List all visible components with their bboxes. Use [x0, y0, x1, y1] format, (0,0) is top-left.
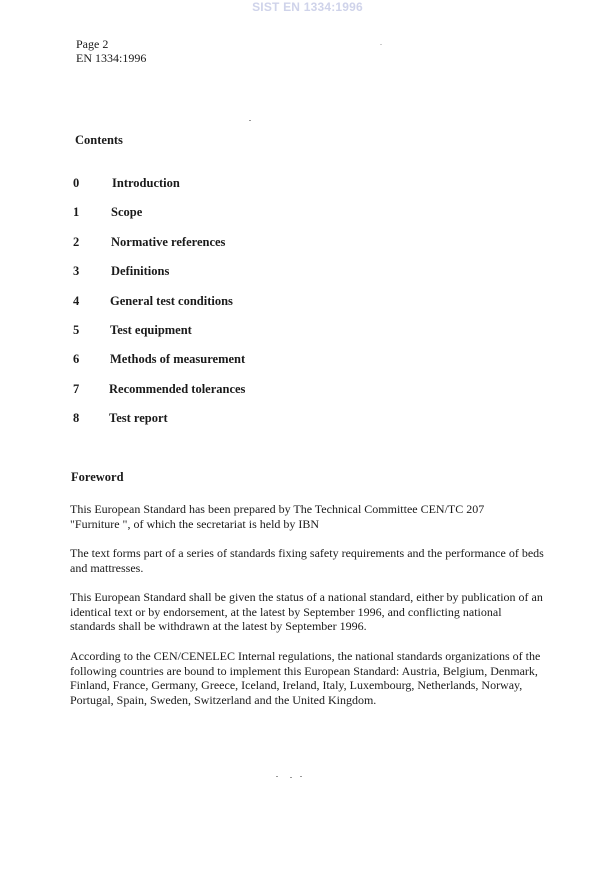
toc-item-number: 6: [73, 352, 80, 367]
contents-heading: Contents: [75, 133, 123, 147]
toc-item-label: General test conditions: [110, 293, 233, 308]
toc-item-number: 0: [73, 176, 80, 190]
toc-item: [73, 235, 373, 264]
toc-item-label: Test report: [109, 411, 168, 426]
toc-item-label: Recommended tolerances: [109, 381, 246, 396]
foreword-heading: Foreword: [71, 470, 124, 484]
toc-item-label: Test equipment: [110, 322, 192, 337]
scan-speck: [290, 777, 292, 778]
toc-item-number: 8: [73, 411, 80, 426]
foreword-paragraph: According to the CEN/CENELEC Internal regulations, the national standards organizations of the following countries are bound to implement this European Standard: Austria, Belgium, Denmark, Finland, France, Germany, Greece, Iceland, Ireland, Italy, Luxembourg, Netherlands, Norway, Portugal, Spain, Sweden, Switzerland and the United Kingdom.: [70, 649, 541, 707]
scan-speck: [249, 120, 251, 121]
toc-item: [73, 264, 373, 293]
page-number: Page 2: [76, 37, 109, 51]
foreword-paragraph: The text forms part of a series of standards fixing safety requirements and the performance of beds and mattresses.: [70, 546, 544, 575]
toc-item: [73, 205, 373, 234]
toc-item: [73, 352, 373, 381]
toc-item: [73, 382, 373, 411]
foreword-paragraph: This European Standard has been prepared by The Technical Committee CEN/TC 207 "Furniture ", of which the secretariat is held by IBN: [70, 502, 485, 531]
scan-speck: [380, 44, 382, 45]
toc-item: [73, 176, 373, 205]
toc-item-label: Methods of measurement: [110, 352, 246, 367]
watermark: SIST EN 1334:1996: [252, 0, 363, 14]
toc-item-label: Definitions: [111, 264, 170, 279]
toc-item: [73, 323, 373, 352]
toc-item: [73, 294, 373, 323]
scan-speck: [276, 776, 278, 777]
toc-item-number: 3: [73, 264, 80, 279]
toc-item: [73, 411, 373, 440]
toc-item-number: 7: [73, 381, 80, 396]
toc-item-number: 5: [73, 322, 80, 337]
standard-id: EN 1334:1996: [76, 51, 147, 65]
toc-item-number: 1: [73, 205, 80, 220]
toc-item-label: Scope: [111, 205, 143, 220]
foreword-paragraph: This European Standard shall be given the status of a national standard, either by publication of an identical text or by endorsement, at the latest by September 1996, and conflicting national standards shall be withdrawn at the latest by September 1996.: [70, 590, 543, 633]
toc-item-label: Introduction: [112, 176, 180, 190]
toc-item-label: Normative references: [111, 234, 226, 249]
toc-item-number: 4: [73, 293, 80, 308]
table-of-contents: [73, 176, 373, 441]
toc-item-number: 2: [73, 234, 80, 249]
page-header: [76, 37, 146, 65]
scan-speck: [300, 776, 302, 777]
